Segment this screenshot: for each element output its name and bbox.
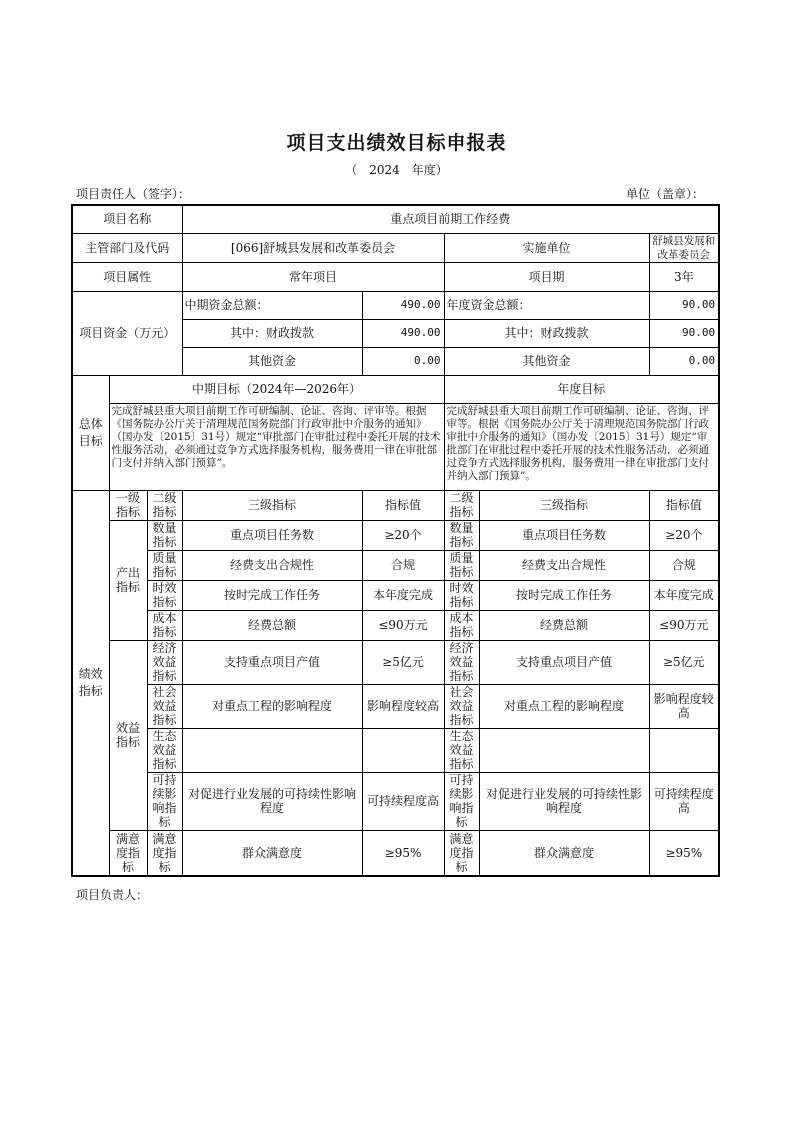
mid-other-value: 0.00 [362, 347, 444, 375]
value-cell: 本年度完成 [362, 580, 444, 610]
level2-cell-annual: 数量指标 [444, 520, 479, 550]
attr-row [72, 262, 719, 291]
period-value: 3年 [649, 262, 719, 291]
level3-cell: 对促进行业发展的可持续性影响程度 [182, 772, 362, 830]
impl-label: 实施单位 [444, 233, 649, 262]
dept-value: [066]舒城县发展和改革委员会 [182, 233, 444, 262]
level3-cell: 对重点工程的影响程度 [182, 684, 362, 728]
level2-cell-annual: 满意度指标 [444, 830, 479, 876]
level3-cell-annual [479, 728, 649, 772]
indicator-row [72, 520, 719, 550]
level2-cell: 经济效益指标 [147, 640, 182, 684]
level2-cell-annual: 时效指标 [444, 580, 479, 610]
unit-seal-label: 单位（盖章）： [626, 187, 705, 201]
indicator-row [72, 684, 719, 728]
level2-cell: 成本指标 [147, 610, 182, 640]
level3-cell: 按时完成工作任务 [182, 580, 362, 610]
funds-total-row [72, 291, 719, 319]
value-cell-annual [649, 728, 719, 772]
level3-cell-annual: 重点项目任务数 [479, 520, 649, 550]
indicator-header-row [72, 490, 719, 520]
level3-cell: 经费支出合规性 [182, 550, 362, 580]
header-level3-annual: 三级指标 [479, 490, 649, 520]
level3-cell-annual: 支持重点项目产值 [479, 640, 649, 684]
annual-other-value: 0.00 [649, 347, 719, 375]
level3-cell-annual: 群众满意度 [479, 830, 649, 876]
value-cell [362, 728, 444, 772]
level3-cell: 群众满意度 [182, 830, 362, 876]
level3-cell-annual: 经费支出合规性 [479, 550, 649, 580]
header-level1: 一级指标 [109, 490, 147, 520]
header-value: 指标值 [362, 490, 444, 520]
year-line [0, 161, 793, 178]
goals-text-row [72, 403, 719, 490]
level2-cell-annual: 社会效益指标 [444, 684, 479, 728]
level3-cell: 重点项目任务数 [182, 520, 362, 550]
header-level3: 三级指标 [182, 490, 362, 520]
value-cell-annual: 合规 [649, 550, 719, 580]
performance-table [71, 204, 720, 877]
level2-cell: 时效指标 [147, 580, 182, 610]
project-name-row [72, 205, 719, 233]
attr-value: 常年项目 [182, 262, 444, 291]
indicator-row [72, 728, 719, 772]
project-name-value: 重点项目前期工作经费 [182, 205, 719, 233]
level3-cell: 支持重点项目产值 [182, 640, 362, 684]
annual-other-label: 其他资金 [444, 347, 649, 375]
value-cell: 合规 [362, 550, 444, 580]
benefit-label: 效益指标 [109, 640, 147, 830]
project-leader-label: 项目负责人： [76, 888, 149, 902]
level3-cell [182, 728, 362, 772]
annual-goal-header: 年度目标 [444, 375, 719, 403]
mid-total-value: 490.00 [362, 291, 444, 319]
mid-fiscal-label: 其中：财政拨款 [182, 319, 362, 347]
dept-row [72, 233, 719, 262]
impl-value: 舒城县发展和改革委员会 [649, 233, 719, 262]
year-value: 2024 [369, 163, 400, 177]
level2-cell-annual: 经济效益指标 [444, 640, 479, 684]
level3-cell: 经费总额 [182, 610, 362, 640]
indicator-row [72, 772, 719, 830]
indicator-row [72, 550, 719, 580]
value-cell: ≤90万元 [362, 610, 444, 640]
annual-total-value: 90.00 [649, 291, 719, 319]
indicator-row [72, 580, 719, 610]
header-value-annual: 指标值 [649, 490, 719, 520]
funds-label: 项目资金（万元） [72, 291, 182, 375]
page-title: 项目支出绩效目标申报表 [286, 132, 507, 154]
indicator-row [72, 640, 719, 684]
value-cell-annual: ≥5亿元 [649, 640, 719, 684]
level2-cell: 生态效益指标 [147, 728, 182, 772]
value-cell-annual: 可持续程度高 [649, 772, 719, 830]
mid-goal-text: 完成舒城县重大项目前期工作可研编制、论证、咨询、评审等。根据《国务院办公厅关于清理规范国务院部门行政审批中介服务的通知》（国办发〔2015〕31号）规定“审批部门在审批过程中委托开展的技术性服务活动，必须通过竞争方式选择服务机构，服务费用一律在审批部门支付并纳入部门预算”。 [109, 403, 444, 490]
value-cell: ≥20个 [362, 520, 444, 550]
responsible-signature-label: 项目责任人（签字）： [76, 187, 191, 201]
value-cell: ≥5亿元 [362, 640, 444, 684]
header-level2: 二级指标 [147, 490, 182, 520]
annual-goal-text: 完成舒城县重大项目前期工作可研编制、论证、咨询、评审等。根据《国务院办公厅关于清理规范国务院部门行政审批中介服务的通知》（国办发〔2015〕31号）规定“审批部门在审批过程中委托开展的技术性服务活动，必须通过竞争方式选择服务机构，服务费用一律在审批部门支付并纳入部门预算”。 [444, 403, 719, 490]
level2-cell: 数量指标 [147, 520, 182, 550]
value-cell-annual: 本年度完成 [649, 580, 719, 610]
level2-cell-annual: 生态效益指标 [444, 728, 479, 772]
indicator-row [72, 610, 719, 640]
value-cell-annual: ≥20个 [649, 520, 719, 550]
level3-cell-annual: 按时完成工作任务 [479, 580, 649, 610]
annual-total-label: 年度资金总额： [444, 291, 649, 319]
indicator-row [72, 830, 719, 876]
satisfaction-label: 满意度指标 [109, 830, 147, 876]
project-name-label: 项目名称 [72, 205, 182, 233]
indicators-label: 绩效指标 [72, 490, 109, 876]
period-label: 项目期 [444, 262, 649, 291]
value-cell: ≥95% [362, 830, 444, 876]
value-cell-annual: ≤90万元 [649, 610, 719, 640]
mid-other-label: 其他资金 [182, 347, 362, 375]
level2-cell-annual: 成本指标 [444, 610, 479, 640]
year-open: （ [345, 163, 358, 177]
value-cell: 影响程度较高 [362, 684, 444, 728]
header-level2-annual: 二级指标 [444, 490, 479, 520]
mid-fiscal-value: 490.00 [362, 319, 444, 347]
level2-cell: 质量指标 [147, 550, 182, 580]
attr-label: 项目属性 [72, 262, 182, 291]
level2-cell: 可持续影响指标 [147, 772, 182, 830]
value-cell: 可持续程度高 [362, 772, 444, 830]
output-label: 产出指标 [109, 520, 147, 640]
level3-cell-annual: 对促进行业发展的可持续性影响程度 [479, 772, 649, 830]
goals-label: 总体目标 [72, 375, 109, 490]
level2-cell: 社会效益指标 [147, 684, 182, 728]
level2-cell: 满意度指标 [147, 830, 182, 876]
annual-fiscal-value: 90.00 [649, 319, 719, 347]
value-cell-annual: 影响程度较高 [649, 684, 719, 728]
annual-fiscal-label: 其中：财政拨款 [444, 319, 649, 347]
level2-cell-annual: 可持续影响指标 [444, 772, 479, 830]
dept-label: 主管部门及代码 [72, 233, 182, 262]
level3-cell-annual: 对重点工程的影响程度 [479, 684, 649, 728]
mid-total-label: 中期资金总额： [182, 291, 362, 319]
mid-goal-header: 中期目标（2024年—2026年） [109, 375, 444, 403]
level3-cell-annual: 经费总额 [479, 610, 649, 640]
goals-header-row [72, 375, 719, 403]
level2-cell-annual: 质量指标 [444, 550, 479, 580]
value-cell-annual: ≥95% [649, 830, 719, 876]
year-close: 年度） [411, 163, 448, 177]
